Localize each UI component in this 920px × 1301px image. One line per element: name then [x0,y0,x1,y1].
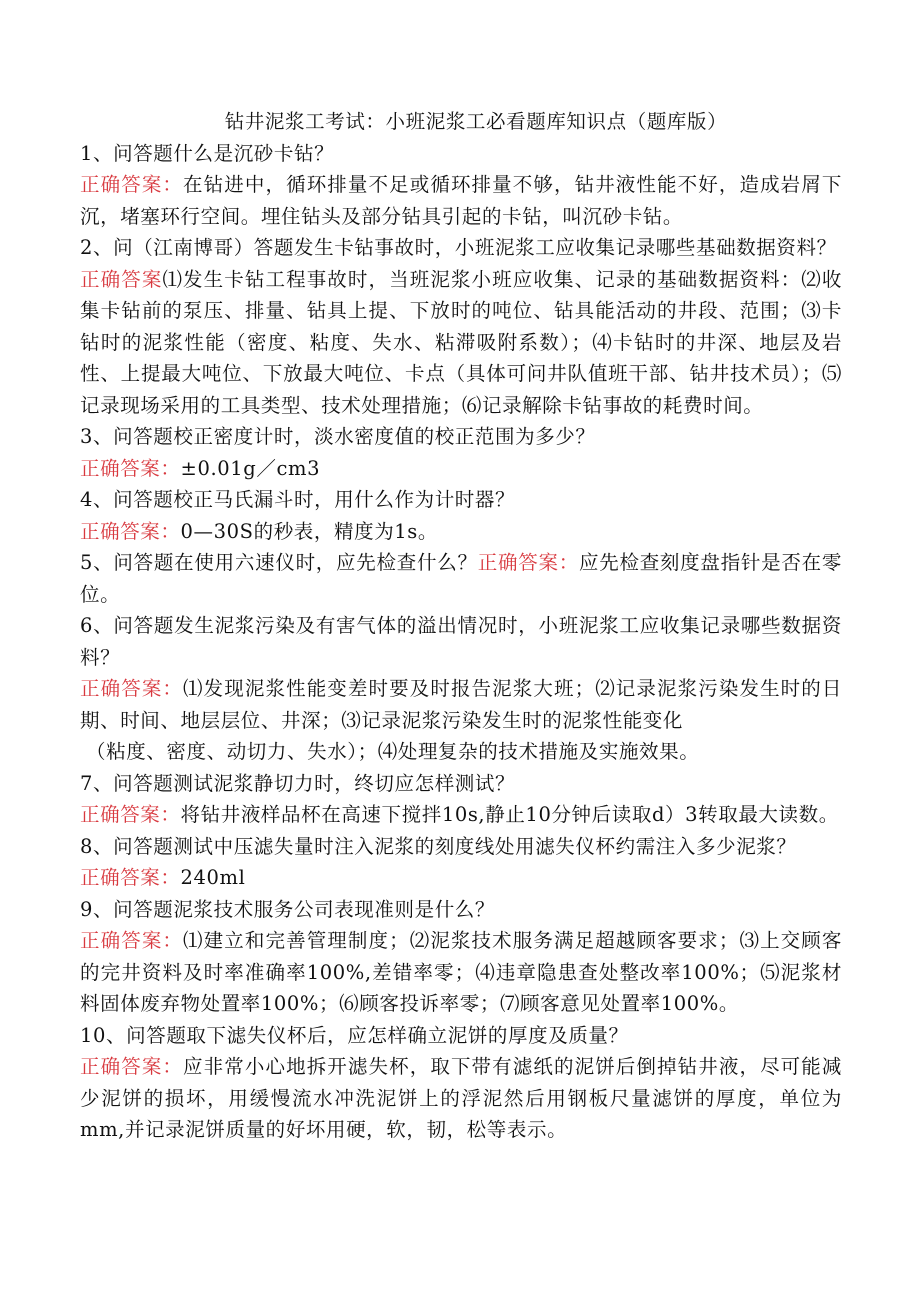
question-8: 8、问答题测试中压滤失量时注入泥浆的刻度线处用滤失仪杯约需注入多少泥浆？ [80,834,797,858]
answer-6-continued: （粘度、密度、动切力、失水）；⑷处理复杂的技术措施及实施效果。 [86,740,700,763]
answer-label: 正确答案： [80,677,184,700]
answer-label: 正确答案： [80,866,181,889]
answer-text-9: ⑴建立和完善管理制度；⑵泥浆技术服务满足超越顾客要求；⑶上交顾客的完井资料及时率准确率100%,差错率零；⑷违章隐患查处整改率100%；⑸泥浆材料固体废弃物处置率100%；⑹顾客投诉率零；⑺顾客意见处置率100%。 [80,929,842,1015]
question-6: 6、问答题发生泥浆污染及有害气体的溢出情况时，小班泥浆工应收集记录哪些数据资料？ [80,614,842,669]
qa-item-1 [80,138,842,233]
qa-item-7 [80,768,842,831]
question-2: 2、问（江南博哥）答题发生卡钻事故时，小班泥浆工应收集记录哪些基础数据资料？ [80,236,837,259]
answer-text-3: ±0.01g／cm3 [180,456,321,480]
question-5: 5、问答题在使用六速仪时，应先检查什么？ [80,551,478,574]
answer-7 [80,799,842,831]
question-5-with-answer [80,547,842,610]
answer-label-compact: 正确答案 [80,267,163,291]
answer-text-1: 在钻进中，循环排量不足或循环排量不够，钻井液性能不好，造成岩屑下沉，堵塞环行空间。埋住钻头及部分钻具引起的卡钻，叫沉砂卡钻。 [80,173,842,228]
answer-label: 正确答案： [80,929,184,952]
answer-text-5: 应先检查刻度盘指针是否在零位。 [80,551,842,606]
answer-text-6: ⑴发现泥浆性能变差时要及时报告泥浆大班；⑵记录泥浆污染发生时的日期、时间、地层层位、井深；⑶记录泥浆污染发生时的泥浆性能变化 [80,677,842,732]
question-3: 3、问答题校正密度计时，淡水密度值的校正范围为多少？ [80,425,596,448]
qa-item-8 [80,831,842,894]
answer-label: 正确答案： [80,803,181,826]
answer-text-8: 240ml [180,866,246,889]
answer-text-7: 将钻井液样品杯在高速下搅拌10s,静止10分钟后读取d）3转取最大读数。 [180,803,839,826]
answer-10 [80,1051,842,1146]
qa-item-6 [80,610,842,768]
answer-text-2: ⑴发生卡钻工程事故时，当班泥浆小班应收集、记录的基础数据资料：⑵收集卡钻前的泵压、排量、钻具上提、下放时的吨位、钻具能活动的井段、范围；⑶卡钻时的泥浆性能（密度、粘度、失水、粘滞吸附系数）；⑷卡钻时的井深、地层及岩性、上提最大吨位、下放最大吨位、卡点（具体可问井队值班干部、钻井技术员）；⑸记录现场采用的工具类型、技术处理措施；⑹记录解除卡钻事故的耗费时间。 [80,267,842,417]
question-4: 4、问答题校正马氏漏斗时，用什么作为计时器？ [80,488,516,511]
document-page [80,106,842,1146]
answer-3 [80,453,842,485]
answer-label: 正确答案： [80,456,181,480]
answer-6 [80,673,842,736]
answer-1 [80,169,842,232]
answer-label: 正确答案： [80,519,181,543]
answer-label: 正确答案： [80,1055,184,1078]
question-1: 1、问答题什么是沉砂卡钻？ [80,141,335,165]
qa-item-10 [80,1020,842,1146]
answer-label: 正确答案： [80,173,184,196]
document-title: 钻井泥浆工考试：小班泥浆工必看题库知识点（题库版） [224,110,728,133]
answer-9 [80,925,842,1020]
question-7: 7、问答题测试泥浆静切力时，终切应怎样测试？ [80,771,516,795]
qa-item-4 [80,484,842,547]
qa-item-5 [80,547,842,610]
answer-4 [80,516,842,548]
answer-label: 正确答案： [477,551,579,574]
qa-item-2 [80,232,842,421]
answer-8 [80,862,842,894]
question-10: 10、问答题取下滤失仪杯后，应怎样确立泥饼的厚度及质量？ [80,1023,629,1047]
answer-2 [80,264,842,422]
answer-text-4: 0—30S的秒表，精度为1s。 [180,519,439,543]
qa-item-3 [80,421,842,484]
answer-text-10: 应非常小心地拆开滤失杯，取下带有滤纸的泥饼后倒掉钻井液，尽可能减少泥饼的损坏，用缓慢流水冲洗泥饼上的浮泥然后用钢板尺量滤饼的厚度，单位为mm,并记录泥饼质量的好坏用硬，软，韧，松等表示。 [80,1055,842,1141]
qa-item-9 [80,894,842,1020]
question-9: 9、问答题泥浆技术服务公司表现准则是什么？ [80,897,496,921]
